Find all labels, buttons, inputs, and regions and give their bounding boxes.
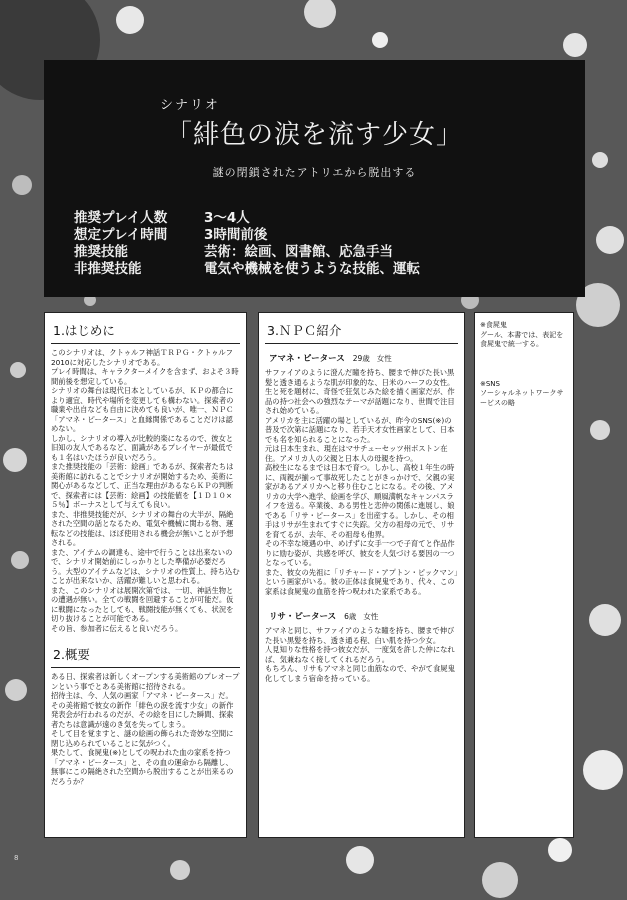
footnote-sns: ※SNS ソーシャルネットワークサービスの略 (480, 379, 564, 407)
spec-value: 3時間前後 (204, 227, 268, 243)
scenario-title: 「緋色の涙を流す少女」 (165, 120, 463, 150)
divider (51, 667, 240, 668)
intro-body: このシナリオは、クトゥルフ神話ＴＲＰＧ・クトゥルフ2010に対応したシナリオである。 プレイ時間は、キャラクターメイクを含まず、およそ３時間前後を想定している。 シナリオの舞台は現代日本としているが、ＫＰの都合により適宜、時代や場所を変更しても構わない。探索者の職業や出自なども自由に決めても良いが、唯一、ＮＰＣ「アマネ・ピータース」と血縁関係であることだけは認めない。 しかし、シナリオの導入が比較的楽になるので、彼女と旧知の友人であるなど、面識があるプレイヤーが最低でも１名はいたほうが良いだろう。 また推奨技能の「芸術：絵画」であるが、探索者たちは美術館に訪れることでシナリオが開始するため、美術に関心があるなどして、正当な理由があるならＫＰの判断で、探索者には【芸術：絵画】の技能値を【１Ｄ１０×５％】ボーナスとして与えても良い。 また、非推奨技能だが、シナリオの舞台の大半が、隔絶された空間の話となるため、電気や機械に関わる物、運転などの技能は、ほぼ使用される機会が無いことが予想される。 また、アイテムの調達も、途中で行うことは出来ないので、シナリオ開始前にしっかりとした準備が必要だろう。大型のアイテムなどは、シナリオの性質上、持ち込むことが出来ないか、活躍が難しいと思われる。 また、このシナリオは展開次第では、一切、神話生物との遭遇が無い。全ての戦闘を回避することが可能だ。仮に戦闘になったとしても、戦闘技能が無くても、状況を切り抜けることが可能である。 その旨、参加者に伝えると良いだろう。 (51, 348, 240, 633)
title-block (44, 60, 585, 297)
notes-column-panel (474, 312, 574, 838)
divider (51, 343, 240, 344)
scenario-tagline: 謎の閉鎖されたアトリエから脱出する (212, 166, 417, 179)
npc-body-lisa: アマネと同じ、サファイアのような瞳を持ち、腰まで伸びた長い黒髪を持ち、透き通る程、白い肌を持つ少女。 人見知りな性格を持つ彼女だが、一度気を許した仲になれば、気兼ねなく接してくれるだろう。 もちろん、リサもアマネと同じ血筋なので、やがて食屍鬼化してしまう宿命を持っている。 (265, 626, 455, 683)
spec-label: 推奨技能 (74, 244, 128, 260)
page-number: 8 (14, 854, 19, 862)
spec-row-discouraged-skills (74, 261, 420, 278)
footnote-ghoul: ※食屍鬼 グール、本書では、表記を食屍鬼で統一する。 (480, 321, 564, 348)
spec-value: 3〜4人 (204, 210, 250, 226)
npc-name: リサ・ピータース (269, 612, 337, 622)
npc-name: アマネ・ピータース (269, 354, 345, 364)
left-column-panel (44, 312, 247, 838)
section-heading-npc: 3.ＮＰＣ紹介 (267, 323, 342, 338)
middle-column-panel (258, 312, 465, 838)
spec-row-players (74, 210, 420, 227)
spec-label: 推奨プレイ人数 (74, 210, 168, 226)
spec-label: 非推奨技能 (74, 261, 142, 277)
npc-heading-lisa (269, 610, 458, 622)
section-heading-intro: 1.はじめに (53, 323, 115, 338)
section-heading-overview: 2.概要 (53, 647, 90, 662)
overview-body: ある日、探索者は新しくオープンする美術館のプレオープンという事でとある美術館に招待される。 招待主は、今、人気の画家「アマネ・ピータース」だ。 その美術館で彼女の新作「緋色の涙を流す少女」の新作発表会が行われるのだが、その絵を目にした瞬間、探索者たちは意識が遠のき気を失ってしまう。 そして目を覚ますと、謎の絵画の飾られた奇妙な空間に閉じ込められていることに気がつく。 果たして、食屍鬼(※)としての呪われた血の家系を持つ「アマネ・ピータース」と、その血の運命から隔離し、無事にこの隔絶された空間から脱出することが出来るのだろうか？ (51, 672, 240, 786)
npc-heading-amane (269, 352, 458, 364)
spec-label: 想定プレイ時間 (74, 227, 168, 243)
spec-row-recommended-skills (74, 244, 420, 261)
npc-gender: 女性 (363, 612, 379, 621)
spec-value: 芸術：絵画、図書館、応急手当 (204, 244, 393, 260)
spec-row-time (74, 227, 420, 244)
divider (265, 343, 458, 344)
npc-gender: 女性 (376, 354, 392, 363)
npc-body-amane: サファイアのように澄んだ瞳を持ち、腰まで伸びた長い黒髪と透き通るような肌が印象的な、日米のハーフの女性。 生と死を題材に、奇怪で狂気じみた絵を描く画家だが、作品の持つ社会への強烈なテーマが話題になり、世間で注目され始めている。 アメリカを主に活躍の場としているが、昨今のSNS(※)の普及で次第に話題になり、若手天才女性画家として、日本でも名を知られることになった。 元は日本生まれ、現在はマサチューセッツ州ボストン在住。アメリカ人の父親と日本人の母親を持つ。 高校生になるまでは日本で育つ。しかし、高校１年生の時に、両親が揃って事故死したことがきっかけで、父親の実家があるアメリカへと移り住むことになる。その後、アメリカの大学へ進学、絵画を学び、順風満帆なキャンパスライフを送る。卒業後、ある男性と恋仲の関係に進展し、娘である「リサ・ピータース」を出産する。しかし、その相手はリサが生まれてすぐに失踪。父方の祖母の元で、リサを育てるが、去年、その祖母も他界。 その不幸な境遇の中、めげずに女手一つで子育てと作品作りに励む姿が、共感を呼び、彼女を人気づける要因の一つとなっている。 また、彼女の先祖に「リチャード・アプトン・ピックマン」という画家がいる。彼の正体は食屍鬼であり、代々、この家系は食屍鬼の血筋を持つ呪われた家系である。 (265, 368, 458, 596)
npc-age: 29歳 (352, 354, 370, 363)
scenario-label: シナリオ (160, 98, 220, 113)
play-specs (74, 210, 420, 278)
npc-age: 6歳 (344, 612, 357, 621)
spec-value: 電気や機械を使うような技能、運転 (204, 261, 420, 277)
